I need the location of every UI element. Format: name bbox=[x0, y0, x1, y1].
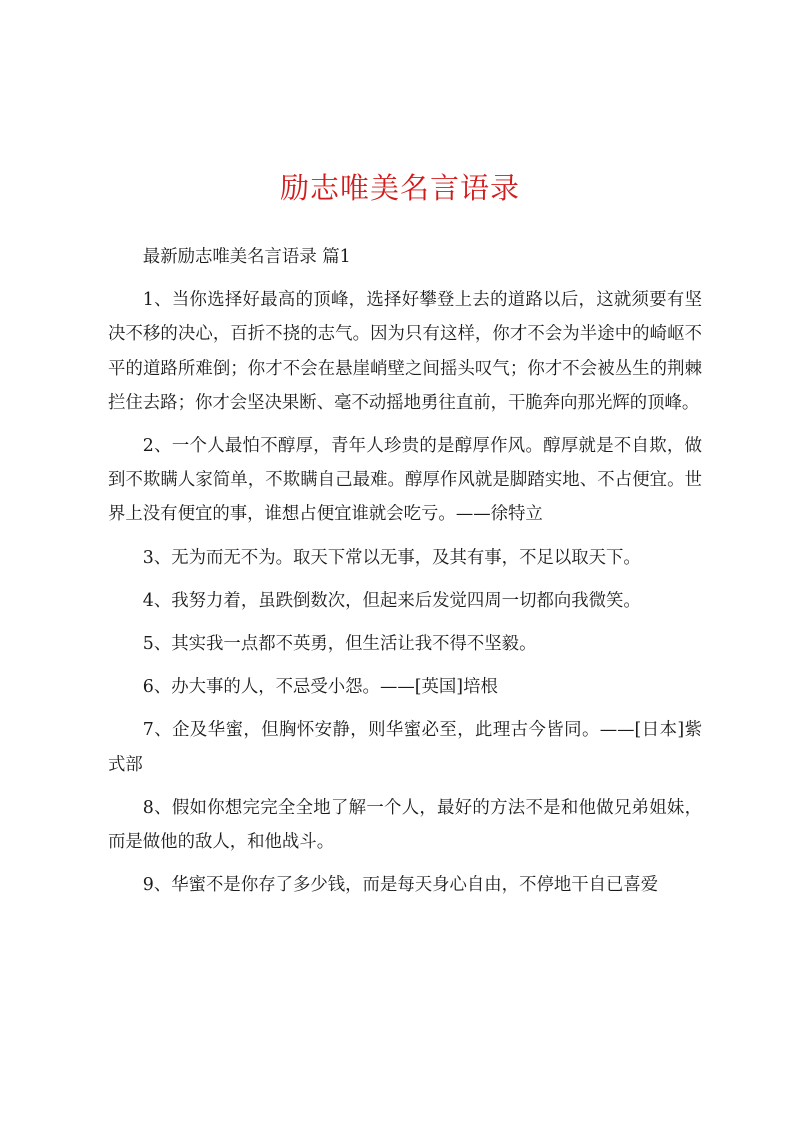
quote-paragraph: 1、当你选择好最高的顶峰，选择好攀登上去的道路以后，这就须要有坚决不移的决心，百折不挠的志气。因为只有这样，你才不会为半途中的崎岖不平的道路所难倒；你才不会在悬崖峭壁之间摇头叹气；你才不会被丛生的荆棘拦住去路；你才会坚决果断、毫不动摇地勇往直前，干脆奔向那光辉的顶峰。 bbox=[108, 290, 702, 413]
quote-paragraph: 9、华蜜不是你存了多少钱，而是每天身心自由，不停地干自已喜爱 bbox=[142, 875, 659, 896]
quote-paragraph: 4、我努力着，虽跌倒数次，但起来后发觉四周一切都向我微笑。 bbox=[142, 590, 641, 611]
quote-paragraph: 5、其实我一点都不英勇，但生活让我不得不坚毅。 bbox=[142, 634, 537, 655]
document-title: 励志唯美名言语录 bbox=[279, 171, 520, 205]
section-heading: 最新励志唯美名言语录 篇1 bbox=[142, 247, 351, 267]
quote-paragraph: 3、无为而无不为。取天下常以无事，及其有事，不足以取天下。 bbox=[142, 547, 641, 568]
document-body bbox=[108, 240, 702, 911]
quote-paragraph: 6、办大事的人，不忌受小怨。——[英国]培根 bbox=[142, 677, 498, 698]
quote-paragraph: 8、假如你想完完全全地了解一个人，最好的方法不是和他做兄弟姐妹，而是做他的敌人，和他战斗。 bbox=[108, 797, 702, 853]
quote-paragraph: 7、企及华蜜，但胸怀安静，则华蜜必至，此理古今皆同。——[日本]紫式部 bbox=[108, 720, 702, 775]
quote-paragraph: 2、一个人最怕不醇厚，青年人珍贵的是醇厚作风。醇厚就是不自欺，做到不欺瞒人家简单，不欺瞒自己最难。醇厚作风就是脚踏实地、不占便宜。世界上没有便宜的事，谁想占便宜谁就会吃亏。——徐特立 bbox=[108, 436, 702, 525]
